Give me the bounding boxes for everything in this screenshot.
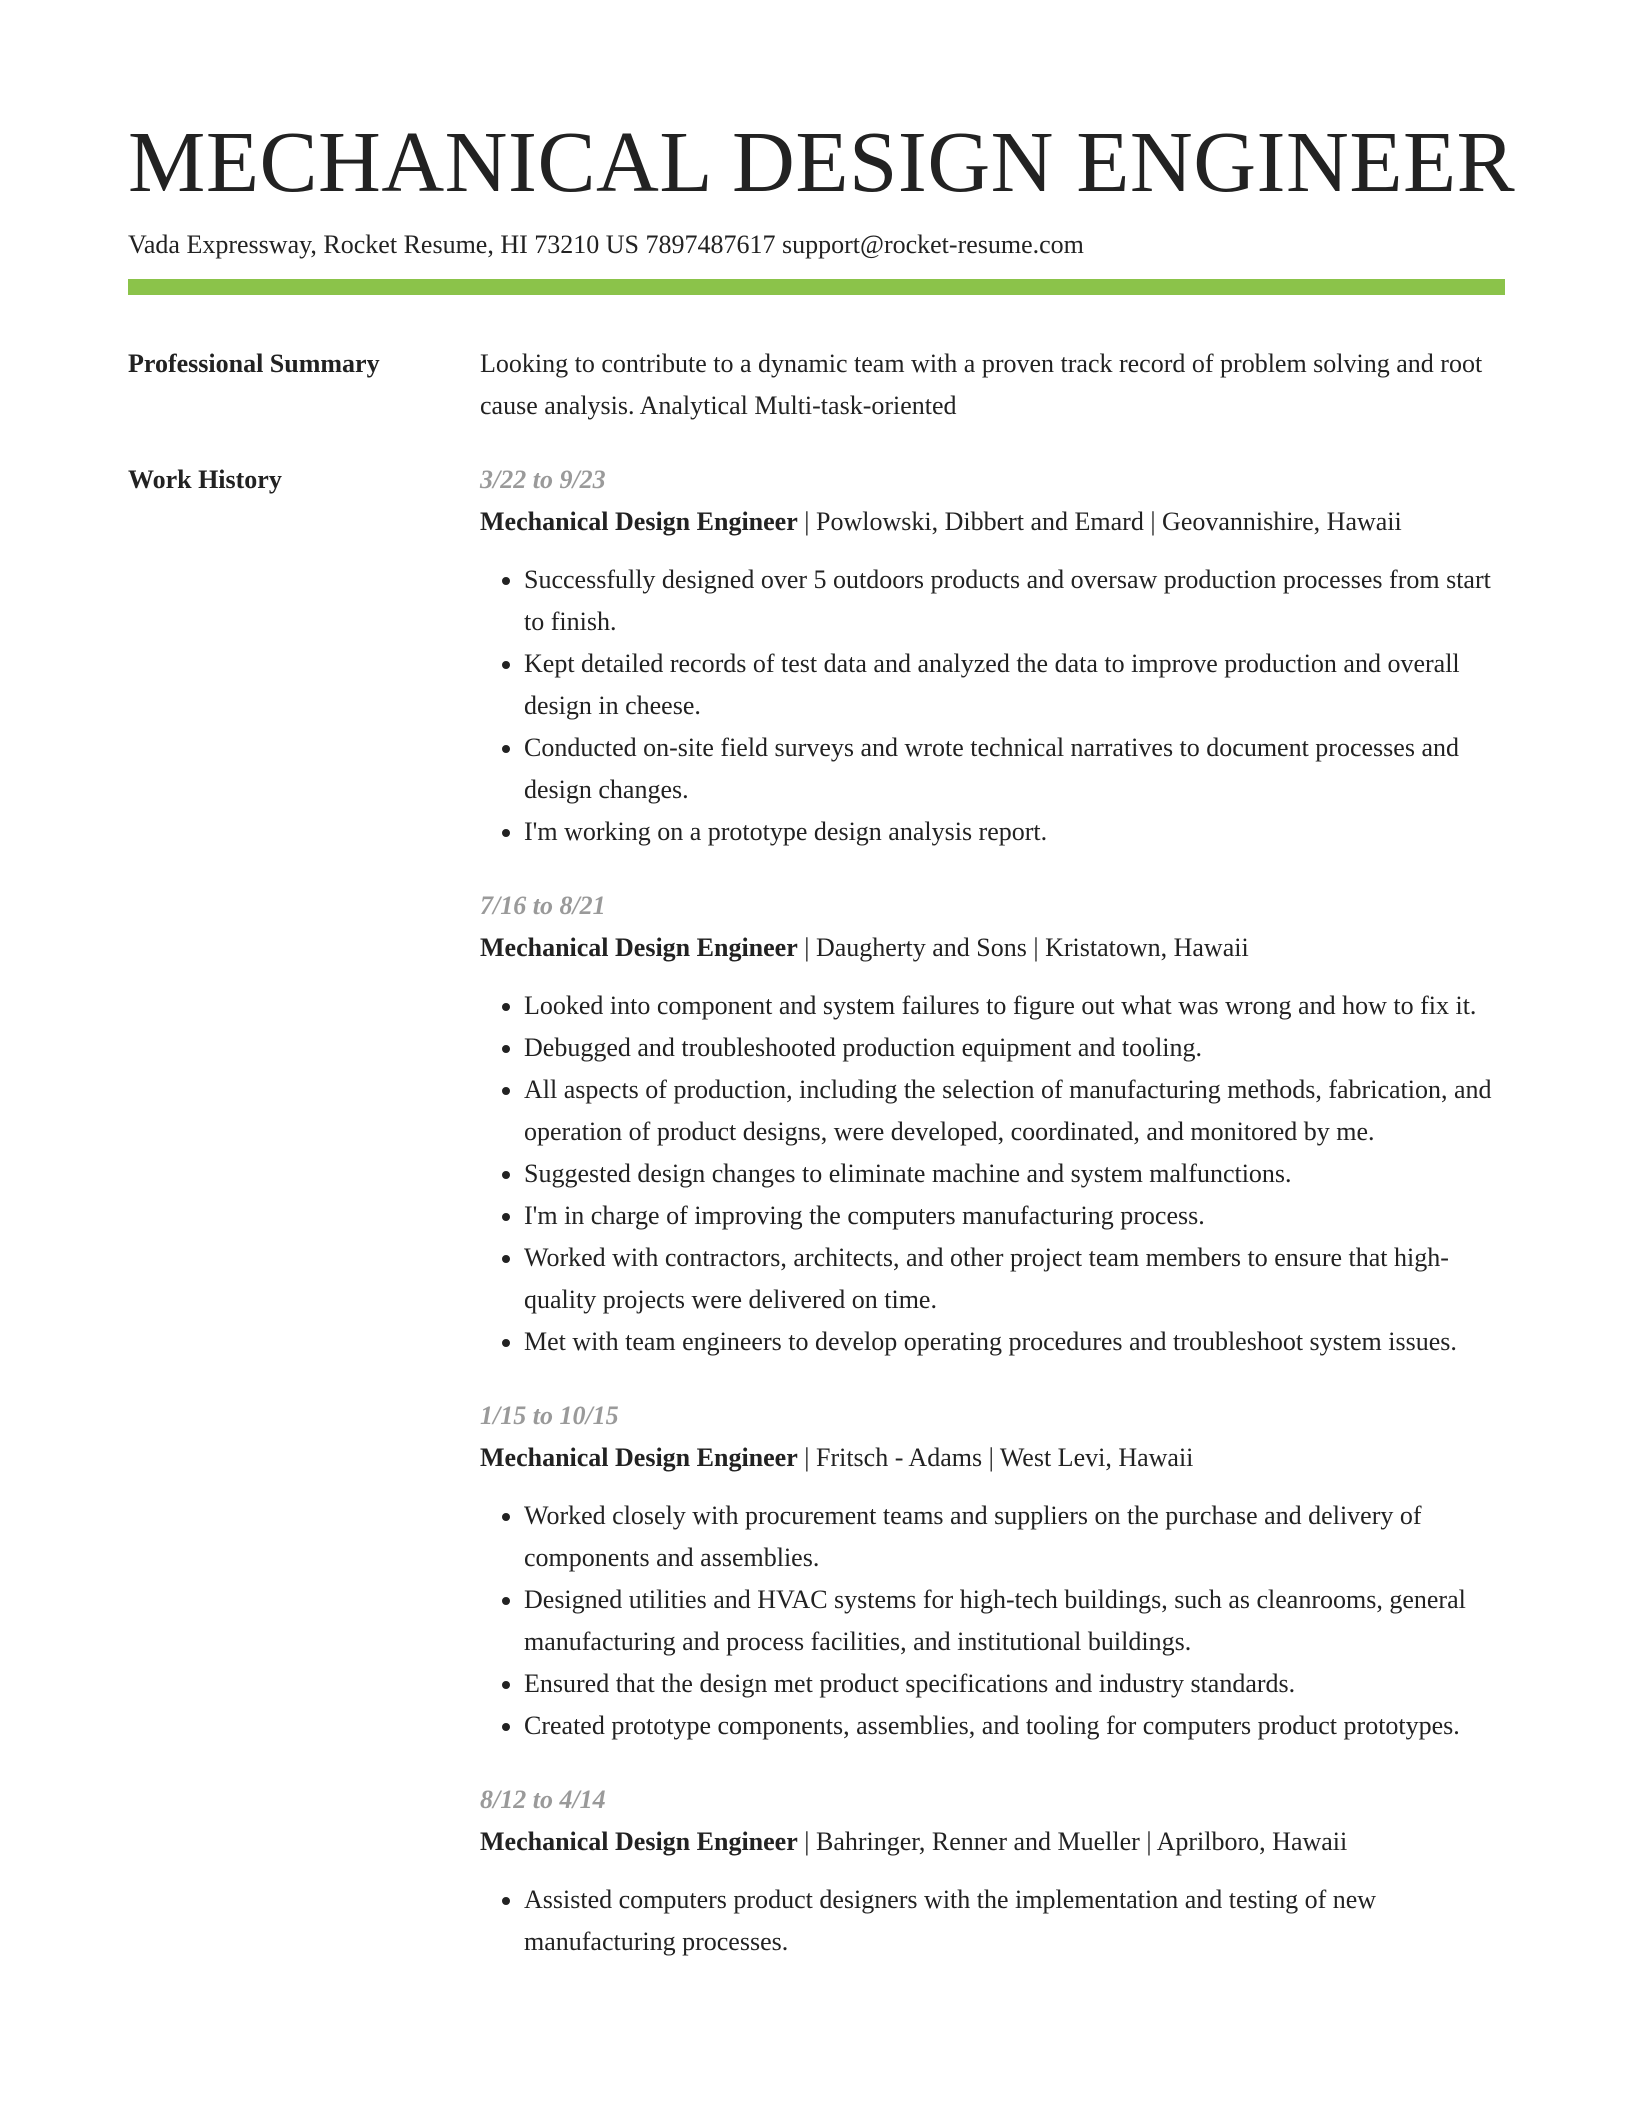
contact-line: Vada Expressway, Rocket Resume, HI 73210 US 7897487617 support@rocket-resume.com — [128, 230, 1084, 259]
work-history-section — [128, 459, 1505, 1995]
job-dates: 7/16 to 8/21 — [480, 891, 606, 920]
resume-page — [128, 113, 1516, 1995]
separator: | — [797, 1443, 816, 1472]
job-company: Bahringer, Renner and Mueller — [815, 1827, 1140, 1856]
job-heading — [480, 1437, 1505, 1479]
resume-title: MECHANICAL DESIGN ENGINEER — [128, 113, 1516, 210]
section-label-work-history: Work History — [128, 465, 282, 494]
job-location: West Levi, Hawaii — [999, 1443, 1194, 1472]
separator: | — [797, 507, 816, 536]
job-title: Mechanical Design Engineer — [480, 1827, 798, 1856]
job-entry — [480, 1779, 1505, 1963]
job-list — [480, 459, 1505, 1995]
job-entry — [480, 885, 1505, 1363]
job-dates: 3/22 to 9/23 — [480, 465, 606, 494]
job-title: Mechanical Design Engineer — [480, 933, 798, 962]
job-location: Aprilboro, Hawaii — [1156, 1827, 1348, 1856]
summary-text: Looking to contribute to a dynamic team with a proven track record of problem solving and root cause analysis. Analytical Multi-task-oriented — [480, 349, 1483, 420]
job-heading — [480, 1821, 1505, 1863]
job-company: Powlowski, Dibbert and Emard — [815, 507, 1144, 536]
job-heading — [480, 927, 1505, 969]
job-bullet: • I'm in charge of improving the computers manufacturing process. — [524, 1195, 1505, 1237]
job-dates: 8/12 to 4/14 — [480, 1785, 606, 1814]
job-company: Daugherty and Sons — [815, 933, 1027, 962]
job-location: Geovannishire, Hawaii — [1162, 507, 1402, 536]
job-bullets — [480, 985, 1505, 1363]
job-company: Fritsch - Adams — [815, 1443, 983, 1472]
job-bullet: • Looked into component and system failures to figure out what was wrong and how to fix it. — [524, 985, 1505, 1027]
job-bullet: • Ensured that the design met product specifications and industry standards. — [524, 1663, 1505, 1705]
job-entry — [480, 459, 1505, 853]
job-bullets — [480, 1495, 1505, 1747]
job-bullet: • Worked closely with procurement teams and suppliers on the purchase and delivery of components and assemblies. — [524, 1495, 1505, 1579]
job-bullets — [480, 559, 1505, 853]
job-bullet: • All aspects of production, including the selection of manufacturing methods, fabrication, and operation of product designs, were developed, coordinated, and monitored by me. — [524, 1069, 1505, 1153]
job-title: Mechanical Design Engineer — [480, 1443, 798, 1472]
job-entry — [480, 1395, 1505, 1747]
summary-section — [128, 343, 1505, 427]
job-bullet: • I'm working on a prototype design analysis report. — [524, 811, 1505, 853]
job-bullet: • Met with team engineers to develop operating procedures and troubleshoot system issues. — [524, 1321, 1505, 1363]
job-bullet: • Conducted on-site field surveys and wrote technical narratives to document processes and design changes. — [524, 727, 1505, 811]
separator: | — [982, 1443, 1000, 1472]
job-dates: 1/15 to 10/15 — [480, 1401, 619, 1430]
separator: | — [1143, 507, 1163, 536]
separator: | — [1026, 933, 1046, 962]
job-bullet: • Assisted computers product designers with the implementation and testing of new manufacturing processes. — [524, 1879, 1505, 1963]
section-label-summary: Professional Summary — [128, 349, 380, 378]
job-bullet: • Created prototype components, assemblies, and tooling for computers product prototypes. — [524, 1705, 1505, 1747]
job-bullet: • Successfully designed over 5 outdoors products and oversaw production processes from start to finish. — [524, 559, 1505, 643]
job-bullet: • Worked with contractors, architects, and other project team members to ensure that high-quality projects were delivered on time. — [524, 1237, 1505, 1321]
job-bullet: • Suggested design changes to eliminate machine and system malfunctions. — [524, 1153, 1505, 1195]
job-bullets — [480, 1879, 1505, 1963]
job-heading — [480, 501, 1505, 543]
separator: | — [1139, 1827, 1157, 1856]
job-title: Mechanical Design Engineer — [480, 507, 798, 536]
job-bullet: • Designed utilities and HVAC systems for high-tech buildings, such as cleanrooms, general manufacturing and process facilities, and institutional buildings. — [524, 1579, 1505, 1663]
job-bullet: • Debugged and troubleshooted production equipment and tooling. — [524, 1027, 1505, 1069]
separator: | — [797, 1827, 816, 1856]
job-bullet: • Kept detailed records of test data and analyzed the data to improve production and overall design in cheese. — [524, 643, 1505, 727]
accent-divider — [128, 279, 1505, 295]
separator: | — [797, 933, 816, 962]
job-location: Kristatown, Hawaii — [1045, 933, 1249, 962]
